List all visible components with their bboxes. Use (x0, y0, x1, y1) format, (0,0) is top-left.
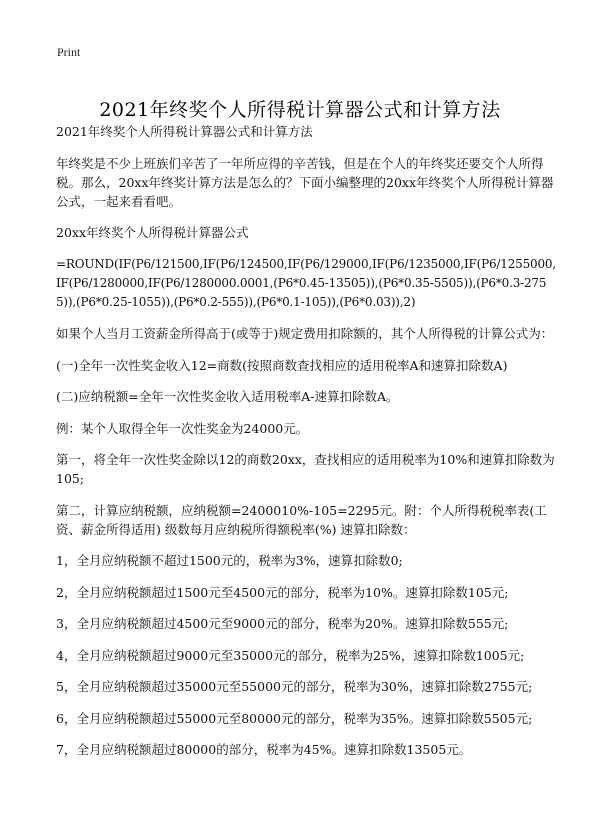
document-title: 2021年终奖个人所得税计算器公式和计算方法 (99, 98, 501, 121)
tax-bracket-item: 7，全月应纳税额超过80000的部分，税率为45%。速算扣除数13505元。 (56, 742, 472, 757)
intro-paragraph: 年终奖是不少上班族们辛苦了一年所应得的辛苦钱，但是在个人的年终奖还要交个人所得税。那么，20xx年终奖计算方法是怎么的？下面小编整理的20xx年终奖个人所得税计算器公式，一起来看看吧。 (56, 155, 554, 209)
tax-bracket-item: 5，全月应纳税额超过35000元至55000元的部分，税率为30%，速算扣除数2755元; (56, 679, 533, 694)
tax-bracket-item: 6，全月应纳税额超过55000元至80000元的部分，税率为35%。速算扣除数5505元; (56, 710, 533, 726)
example-paragraph: 例：某个人取得全年一次性奖金为24000元。 (56, 420, 309, 436)
print-label: Print (57, 45, 81, 59)
step-1-paragraph: 第一，将全年一次性奖金除以12的商数20xx，查找相应的适用税率为10%和速算扣除数为105; (56, 452, 555, 486)
rule-intro: 如果个人当月工资薪金所得高于(或等于)规定费用扣除额的，其个人所得税的计算公式为： (56, 326, 554, 341)
excel-formula: =ROUND(IF(P6/121500,IF(P6/124500,IF(P6/129000,IF(P6/1235000,IF(P6/1255000,IF(P6/1280000,IF(P6/1280000.0001,(P6*0.45-13505)),(P6*0.35-5505)),(P6*0.3-2755)),(P6*0.25-1055)),(P6*0.2-555)),(P6*0.1-105)),(P6*0.03)),2) (56, 256, 556, 309)
document-body (56, 122, 556, 772)
tax-bracket-item: 4，全月应纳税额超过9000元至35000元的部分，税率为25%，速算扣除数1005元; (56, 647, 525, 663)
document-subtitle: 2021年终奖个人所得税计算器公式和计算方法 (56, 124, 313, 139)
formula-heading: 20xx年终奖个人所得税计算器公式 (56, 225, 249, 240)
rule-item-2: (二)应纳税额=全年一次性奖金收入适用税率A-速算扣除数A。 (56, 389, 399, 404)
tax-bracket-item: 2，全月应纳税额超过1500元至4500元的部分，税率为10%。速算扣除数105元; (56, 584, 509, 600)
step-2-paragraph: 第二，计算应纳税额，应纳税额=2400010%-105=2295元。附：个人所得税税率表(工资、薪金所得适用) 级数每月应纳税所得额税率(%) 速算扣除数： (56, 502, 547, 537)
rule-item-1: (一)全年一次性奖金收入12=商数(按照商数查找相应的适用税率A和速算扣除数A) (56, 357, 508, 373)
tax-bracket-item: 3，全月应纳税额超过4500元至9000元的部分，税率为20%。速算扣除数555元; (56, 616, 509, 631)
tax-bracket-item: 1，全月应纳税额不超过1500元的，税率为3%，速算扣除数0; (56, 553, 403, 568)
